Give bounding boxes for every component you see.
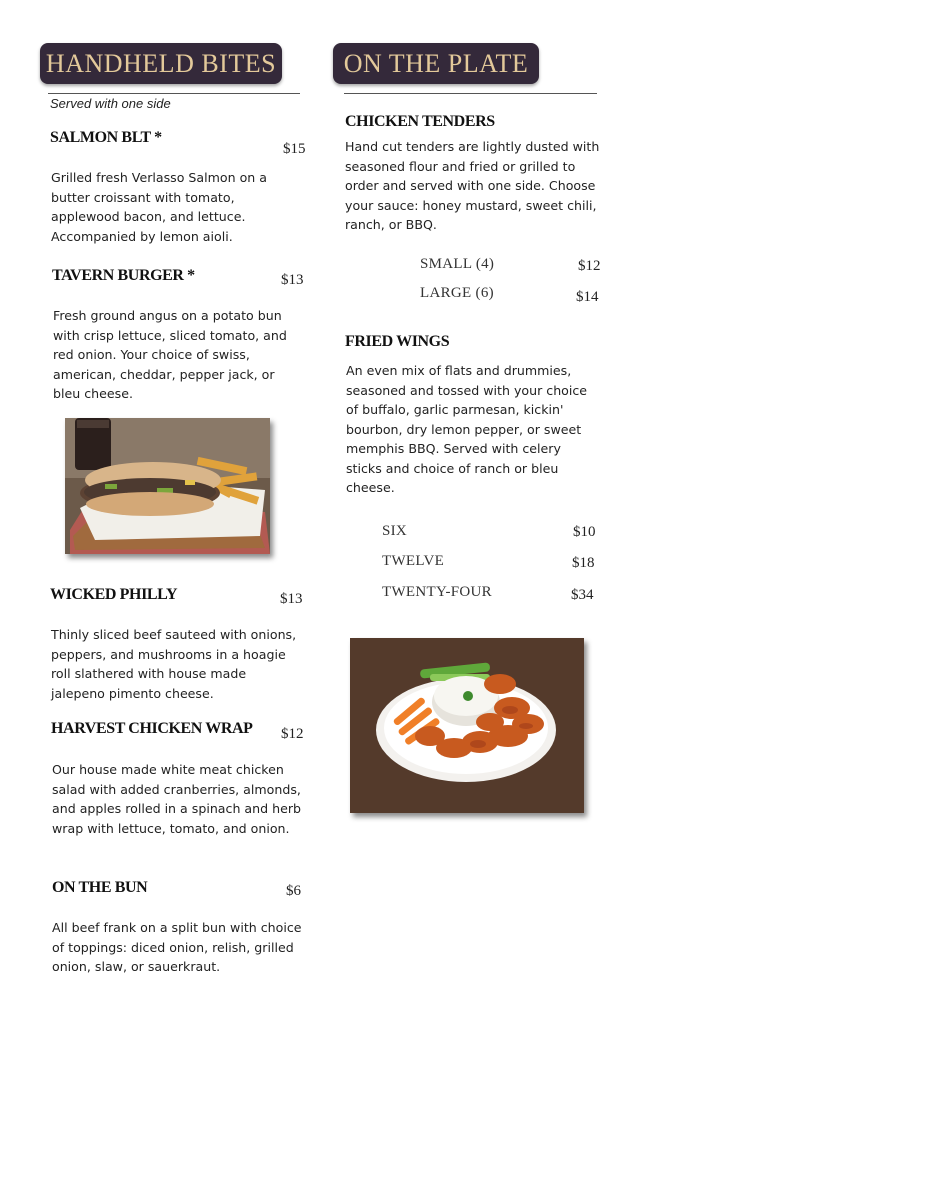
left-header-divider	[48, 93, 300, 94]
desc-on-the-bun: All beef frank on a split bun with choice of toppings: diced onion, relish, grilled onion, slaw, or sauerkraut.	[52, 920, 302, 974]
option-label-twelve: TWELVE	[382, 553, 445, 569]
desc-tavern-burger: Fresh ground angus on a potato bun with crisp lettuce, sliced tomato, and red onion. Your choice of swiss, american, cheddar, pepper jack, or bleu cheese.	[53, 308, 287, 401]
price-harvest-chicken-wrap: $12	[281, 726, 304, 742]
option-price-large: $14	[576, 289, 599, 305]
price-salmon-blt: $15	[283, 141, 306, 157]
item-title-salmon-blt: SALMON BLT *	[50, 129, 162, 146]
option-label-twenty-four: TWENTY-FOUR	[382, 584, 492, 600]
item-title-on-the-bun: ON THE BUN	[52, 879, 148, 896]
served-with-side-note: Served with one side	[50, 96, 171, 111]
philly-sandwich-photo	[65, 418, 270, 554]
item-title-fried-wings: FRIED WINGS	[345, 333, 450, 350]
option-price-twelve: $18	[572, 555, 595, 571]
option-label-small: SMALL (4)	[420, 256, 495, 272]
option-price-small: $12	[578, 258, 601, 274]
option-label-large: LARGE (6)	[420, 285, 494, 301]
right-header-divider	[344, 93, 597, 94]
desc-fried-wings: An even mix of flats and drummies, seasoned and tossed with your choice of buffalo, garlic parmesan, kickin' bourbon, dry lemon pepper, or sweet memphis BBQ. Served with celery sticks and choice of ranch or bleu cheese.	[346, 363, 588, 495]
item-title-chicken-tenders: CHICKEN TENDERS	[345, 113, 495, 130]
option-price-twenty-four: $34	[571, 587, 594, 603]
option-label-six: SIX	[382, 523, 408, 539]
option-price-six: $10	[573, 524, 596, 540]
handheld-bites-header: HANDHELD BITES	[40, 43, 282, 84]
wings-platter-photo	[350, 638, 584, 813]
item-title-tavern-burger: TAVERN BURGER *	[52, 267, 195, 284]
item-title-wicked-philly: WICKED PHILLY	[50, 586, 178, 603]
on-the-plate-header: ON THE PLATE	[333, 43, 539, 84]
desc-chicken-tenders: Hand cut tenders are lightly dusted with seasoned flour and fried or grilled to order and served with one side. Choose your sauce: honey mustard, sweet chili, ranch, or BBQ.	[345, 139, 600, 232]
desc-harvest-chicken-wrap: Our house made white meat chicken salad with added cranberries, almonds, and apples rolled in a spinach and herb wrap with lettuce, tomato, and onion.	[52, 762, 302, 836]
price-tavern-burger: $13	[281, 272, 304, 288]
price-on-the-bun: $6	[286, 883, 301, 899]
desc-wicked-philly: Thinly sliced beef sauteed with onions, peppers, and mushrooms in a hoagie roll slathered with house made jalepeno pimento cheese.	[51, 627, 297, 701]
item-title-harvest-chicken-wrap: HARVEST CHICKEN WRAP	[51, 720, 253, 737]
desc-salmon-blt: Grilled fresh Verlasso Salmon on a butter croissant with tomato, applewood bacon, and lettuce. Accompanied by lemon aioli.	[51, 170, 267, 244]
price-wicked-philly: $13	[280, 591, 303, 607]
